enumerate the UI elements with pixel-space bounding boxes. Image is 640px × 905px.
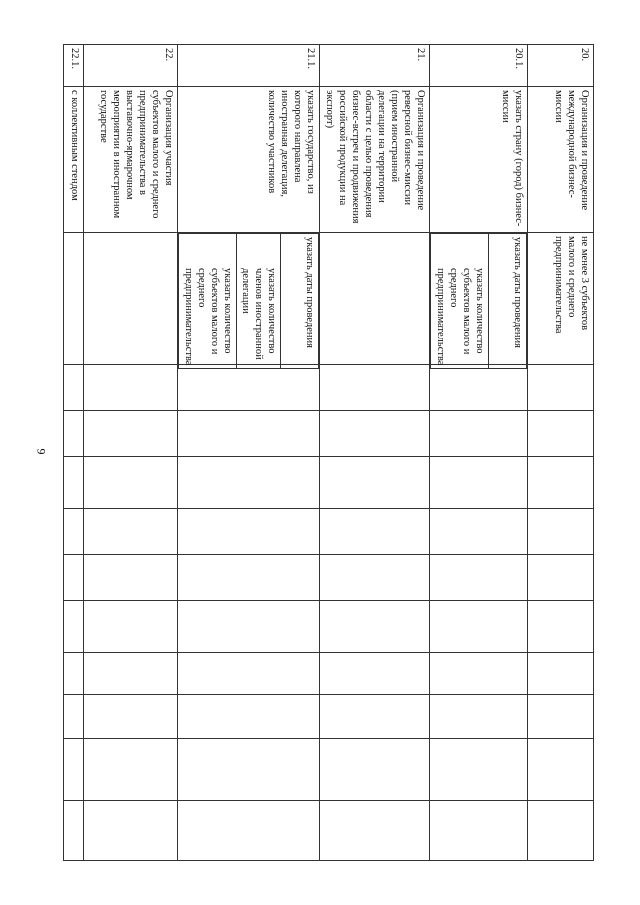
indicator-cell [84,233,178,365]
table-row [84,45,178,861]
empty-cell [64,365,84,411]
empty-cell [320,509,430,555]
row-number: 21.1. [178,45,320,87]
empty-cell [84,457,178,509]
table-row [528,45,594,861]
indicator-subtable [431,233,528,369]
empty-cell [528,365,594,411]
empty-cell [528,555,594,601]
empty-cell [528,695,594,739]
empty-cell [430,695,528,739]
empty-cell [84,555,178,601]
empty-cell [64,695,84,739]
empty-cell [84,601,178,653]
indicator-item: указать даты проведения [281,234,319,369]
activity-cell: Организация участия субъектов малого и среднего предпринимательства в выставочно-ярмарочном мероприятии в иностранном государстве [84,87,178,233]
empty-cell [528,601,594,653]
empty-cell [84,411,178,457]
empty-cell [178,653,320,695]
empty-cell [320,601,430,653]
empty-cell [64,601,84,653]
activity-cell: указать страну (город) бизнес-миссии [430,87,528,233]
empty-cell [430,555,528,601]
empty-cell [84,739,178,801]
empty-cell [320,555,430,601]
empty-cell [178,601,320,653]
row-number: 20.1. [430,45,528,87]
empty-cell [64,411,84,457]
activity-cell: Организация и проведение реверсной бизнес-миссии (прием иностранной делегации на территории области с целью проведения бизнес-встреч и продвижения российской продукции на экспорт) [320,87,430,233]
empty-cell [430,509,528,555]
empty-cell [64,653,84,695]
empty-cell [178,739,320,801]
page-number: 9 [34,448,49,455]
empty-cell [64,555,84,601]
empty-cell [528,801,594,861]
indicator-cell [320,233,430,365]
empty-cell [320,457,430,509]
empty-cell [320,801,430,861]
indicator-cell [178,233,320,365]
empty-cell [178,457,320,509]
empty-cell [430,739,528,801]
indicator-cell: не менее 3 субъектов малого и среднего предпринимательства [528,233,594,365]
empty-cell [84,653,178,695]
row-number: 22. [84,45,178,87]
indicator-cell [430,233,528,365]
empty-cell [178,365,320,411]
empty-cell [430,601,528,653]
empty-cell [64,457,84,509]
empty-cell [84,801,178,861]
activity-cell: с коллективным стендом [64,87,84,233]
table-row [64,45,84,861]
empty-cell [528,739,594,801]
plan-table [64,44,595,861]
indicator-item: указать количество субъектов малого и среднего предпринимательства [179,234,237,369]
empty-cell [320,653,430,695]
row-number: 21. [320,45,430,87]
indicator-item: указать количество членов иностранной делегации [237,234,281,369]
table-row [320,45,430,861]
indicator-item: указать даты проведения [489,234,527,369]
empty-cell [64,739,84,801]
indicator-subtable [179,233,320,369]
empty-cell [178,411,320,457]
empty-cell [430,411,528,457]
empty-cell [178,509,320,555]
empty-cell [528,653,594,695]
empty-cell [528,411,594,457]
empty-cell [528,457,594,509]
empty-cell [178,695,320,739]
empty-cell [430,365,528,411]
indicator-item: указать количество субъектов малого и среднего предпринимательства [431,234,489,369]
empty-cell [320,365,430,411]
empty-cell [430,653,528,695]
empty-cell [84,509,178,555]
empty-cell [320,695,430,739]
empty-cell [320,739,430,801]
empty-cell [430,457,528,509]
activity-cell: Организация и проведение международной бизнес-миссии [528,87,594,233]
row-number: 22.1. [64,45,84,87]
empty-cell [178,555,320,601]
table-viewport [69,44,594,860]
empty-cell [64,801,84,861]
empty-cell [84,365,178,411]
row-number: 20. [528,45,594,87]
empty-cell [430,801,528,861]
rotated-table-container [69,44,594,860]
activity-cell: указать государство, из которого направлена иностранная делегация, количество участников [178,87,320,233]
table-row [178,45,320,861]
indicator-cell [64,233,84,365]
empty-cell [528,509,594,555]
table-row [430,45,528,861]
empty-cell [64,509,84,555]
empty-cell [178,801,320,861]
empty-cell [84,695,178,739]
empty-cell [320,411,430,457]
